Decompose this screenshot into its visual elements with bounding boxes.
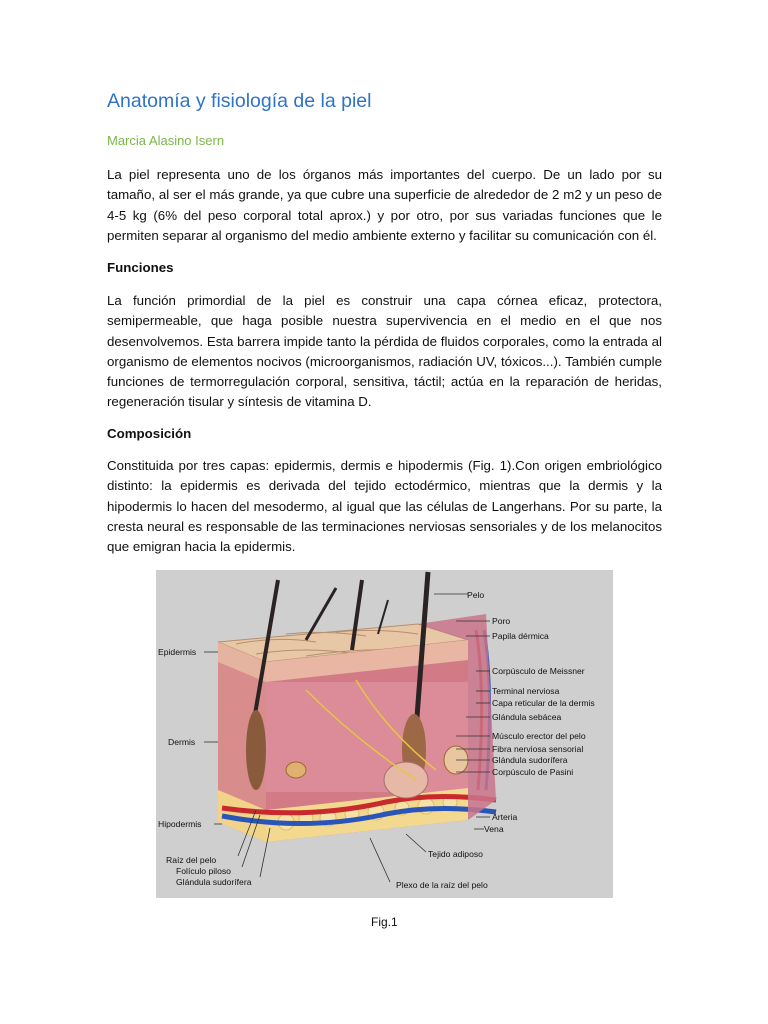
section-heading-composicion: Composición xyxy=(107,426,192,441)
skin-anatomy-figure xyxy=(156,570,613,898)
label-capa-reticular: Capa reticular de la dermis xyxy=(492,698,595,708)
label-epidermis: Epidermis xyxy=(158,647,197,657)
label-corpusculo-meissner: Corpúsculo de Meissner xyxy=(492,666,585,676)
label-glandula-sudorifera-right: Glándula sudorífera xyxy=(492,755,568,765)
page-title: Anatomía y fisiología de la piel xyxy=(107,90,372,112)
label-corpusculo-pasini: Corpúsculo de Pasini xyxy=(492,767,574,777)
label-terminal-nerviosa: Terminal nerviosa xyxy=(492,686,560,696)
author-name: Marcia Alasino Isern xyxy=(107,133,225,148)
label-glandula-sebacea: Glándula sebácea xyxy=(492,712,562,722)
label-poro: Poro xyxy=(492,616,511,626)
figure-caption: Fig.1 xyxy=(371,915,398,929)
label-vena: Vena xyxy=(484,824,504,834)
section-heading-funciones: Funciones xyxy=(107,260,174,275)
label-musculo-erector: Músculo erector del pelo xyxy=(492,731,586,741)
label-foliculo-piloso: Folículo piloso xyxy=(176,866,231,876)
skin-diagram-illustration xyxy=(156,570,613,898)
composicion-paragraph: Constituida por tres capas: epidermis, dermis e hipodermis (Fig. 1).Con origen embriológico distinto: la epidermis es derivada del tejido ectodérmico, mientras que la dermis y la hipodermis lo hacen del mesodermo, al igual que las células de Langerhans. Por su parte, la cresta neural es responsable de las terminaciones nerviosas sensoriales y de los melanocitos que emigran hacia la epidermis. xyxy=(107,458,662,555)
label-dermis: Dermis xyxy=(168,737,196,747)
label-raiz-pelo: Raíz del pelo xyxy=(166,855,217,865)
label-papila-dermica: Papila dérmica xyxy=(492,631,549,641)
label-fibra-nerviosa: Fibra nerviosa sensorial xyxy=(492,744,584,754)
label-arteria: Arteria xyxy=(492,812,518,822)
label-glandula-sudorifera-left: Glándula sudorífera xyxy=(176,877,252,887)
label-hipodermis: Hipodermis xyxy=(158,819,202,829)
label-pelo: Pelo xyxy=(467,590,485,600)
label-tejido-adiposo: Tejido adiposo xyxy=(428,849,483,859)
intro-paragraph: La piel representa uno de los órganos más importantes del cuerpo. De un lado por su tamaño, al ser el más grande, ya que cubre una superficie de alrededor de 2 m2 y un peso de 4-5 kg (6% del peso corporal total aprox.) y por otro, por sus variadas funciones que le permiten separar al organismo del medio ambiente externo y facilitar su comunicación con él. xyxy=(107,167,662,243)
label-plexo-raiz: Plexo de la raíz del pelo xyxy=(396,880,488,890)
funciones-paragraph: La función primordial de la piel es construir una capa córnea eficaz, protectora, semipermeable, que haga posible nuestra supervivencia en el medio en el que nos desenvolvemos. Esta barrera impide tanto la pérdida de fluidos corporales, como la entrada al organismo de elementos nocivos (microorganismos, radiación UV, tóxicos...). También cumple funciones de termorregulación corporal, sensitiva, táctil; actúa en la reparación de heridas, regeneración tisular y síntesis de vitamina D. xyxy=(107,293,662,410)
